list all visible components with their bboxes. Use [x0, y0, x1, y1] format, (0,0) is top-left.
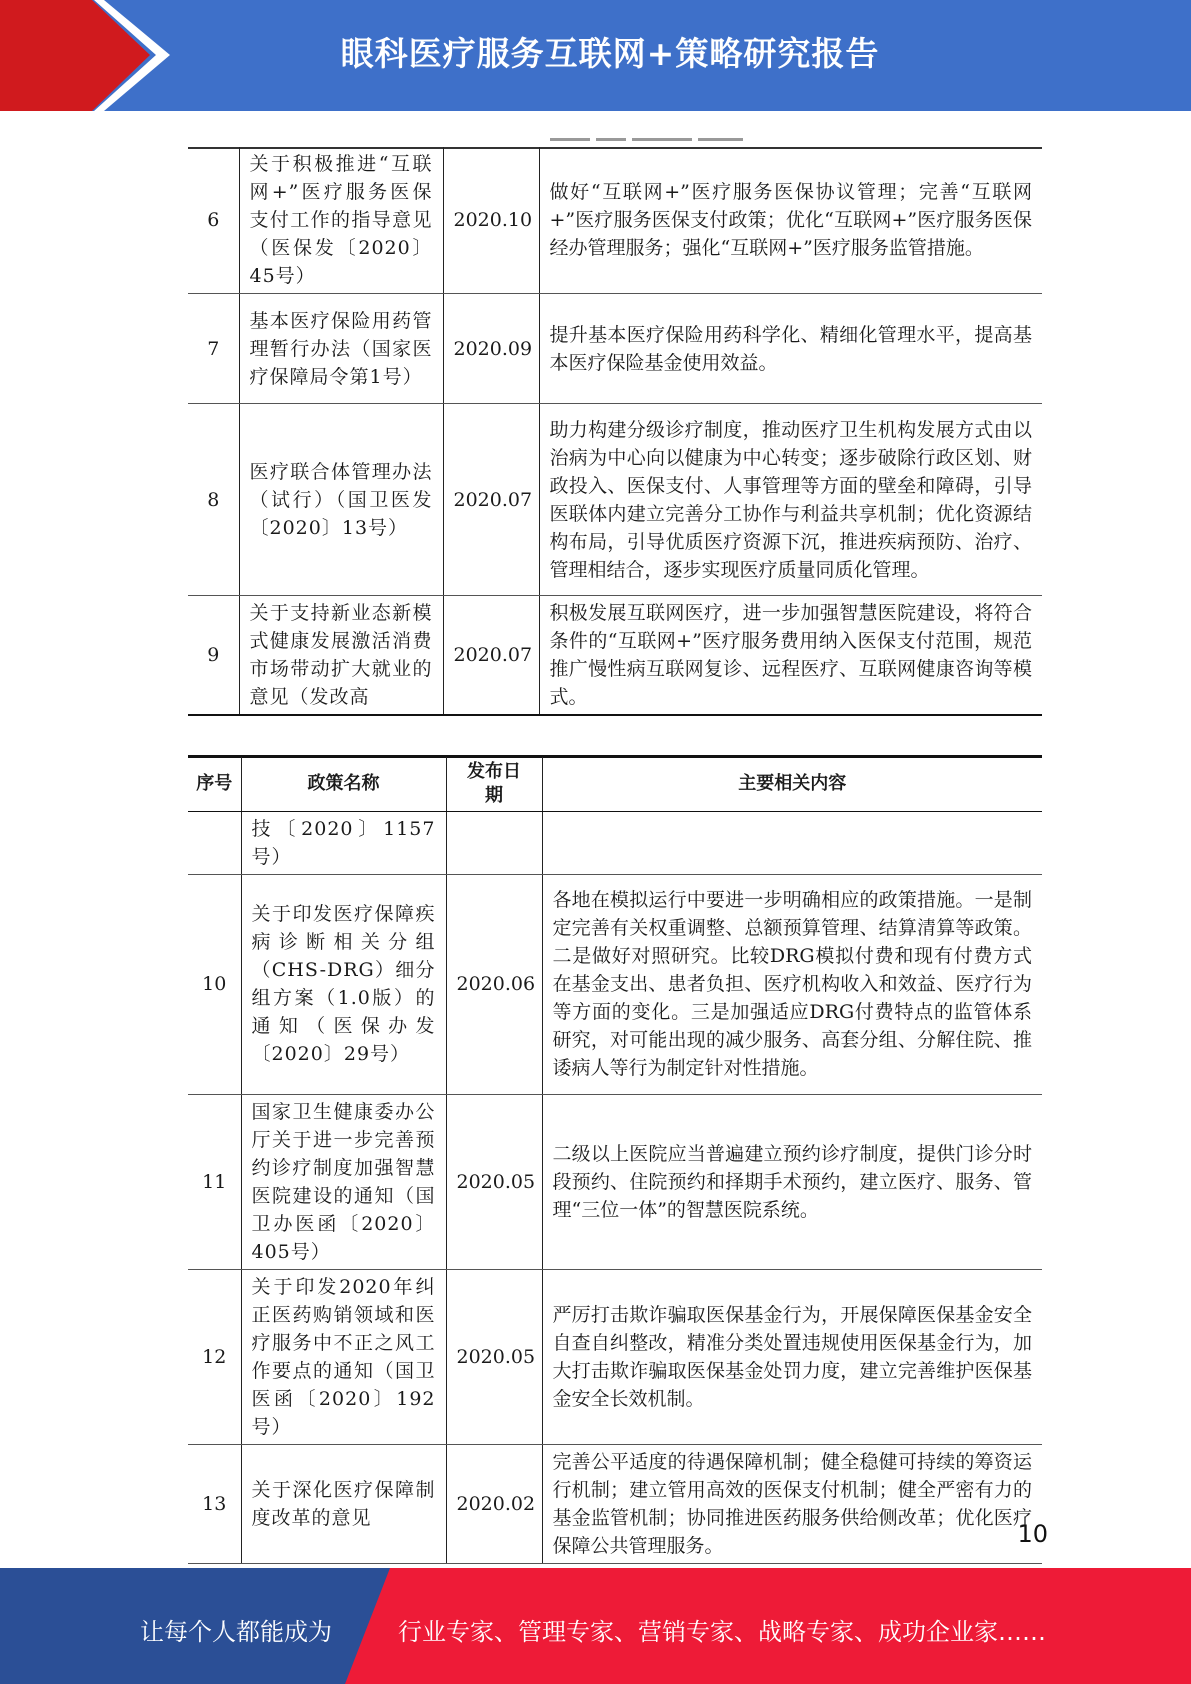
row-index: 13: [188, 1444, 241, 1563]
table-header-row: [188, 757, 1042, 811]
publish-date: 2020.09: [443, 294, 539, 404]
table-row: [188, 1269, 1042, 1444]
policy-content: 做好“互联网+”医疗服务医保协议管理；完善“互联网+”医疗服务医保支付政策；优化“互联网+”医疗服务医保经办管理服务；强化“互联网+”医疗服务监管措施。: [539, 147, 1042, 294]
header-policy-name: 政策名称: [241, 757, 446, 811]
policy-name: 关于积极推进“互联网+”医疗服务医保支付工作的指导意见（医保发〔2020〕45号）: [239, 147, 443, 294]
table-row: [188, 294, 1042, 404]
publish-date-empty: [446, 811, 542, 874]
policy-content: 各地在模拟运行中要进一步明确相应的政策措施。一是制定完善有关权重调整、总额预算管理、结算清算等政策。二是做好对照研究。比较DRG模拟付费和现有付费方式在基金支出、患者负担、医疗机构收入和效益、医疗行为等方面的变化。三是加强适应DRG付费特点的监管体系研究，对可能出现的减少服务、高套分组、分解住院、推诿病人等行为制定针对性措施。: [542, 874, 1042, 1094]
header-main-content: 主要相关内容: [542, 757, 1042, 811]
table-row: [188, 1444, 1042, 1563]
publish-date: 2020.06: [446, 874, 542, 1094]
policy-name: 关于印发2020年纠正医药购销领域和医疗服务中不正之风工作要点的通知（国卫医函〔2020〕192号）: [241, 1269, 446, 1444]
header-publish-date: 发布日期: [446, 757, 542, 811]
page-footer: [0, 1568, 1191, 1684]
policy-table-part1: [188, 147, 1042, 716]
footer-slogan-left: 让每个人都能成为: [140, 1618, 332, 1646]
policy-content-empty: [542, 811, 1042, 874]
table-row: [188, 874, 1042, 1094]
policy-table-part2: [188, 757, 1042, 1564]
row-index: 10: [188, 874, 241, 1094]
policy-content: 积极发展互联网医疗，进一步加强智慧医院建设，将符合条件的“互联网+”医疗服务费用纳入医保支付范围，规范推广慢性病互联网复诊、远程医疗、互联网健康咨询等模式。: [539, 596, 1042, 716]
policy-content: 严厉打击欺诈骗取医保基金行为，开展保障医保基金安全自查自纠整改，精准分类处置违规使用医保基金行为，加大打击欺诈骗取医保基金处罚力度，建立完善维护医保基金安全长效机制。: [542, 1269, 1042, 1444]
row-index: 8: [188, 404, 239, 596]
policy-name: 国家卫生健康委办公厅关于进一步完善预约诊疗制度加强智慧医院建设的通知（国卫办医函〔2020〕405号）: [241, 1094, 446, 1269]
publish-date: 2020.05: [446, 1094, 542, 1269]
policy-content: 完善公平适度的待遇保障机制；健全稳健可持续的筹资运行机制；建立管用高效的医保支付机制；健全严密有力的基金监管机制；协同推进医药服务供给侧改革；优化医疗保障公共管理服务。: [542, 1444, 1042, 1563]
row-index: 11: [188, 1094, 241, 1269]
policy-content: 二级以上医院应当普遍建立预约诊疗制度，提供门诊分时段预约、住院预约和择期手术预约，建立医疗、服务、管理“三位一体”的智慧医院系统。: [542, 1094, 1042, 1269]
publish-date: 2020.07: [443, 596, 539, 716]
header-index: 序号: [188, 757, 241, 811]
policy-name-continuation: 技〔2020〕1157号）: [241, 811, 446, 874]
table-row-continuation: [188, 811, 1042, 874]
row-index-empty: [188, 811, 241, 874]
publish-date: 2020.02: [446, 1444, 542, 1563]
cut-off-text-fragment: [550, 136, 770, 142]
policy-name: 关于支持新业态新模式健康发展激活消费市场带动扩大就业的意见（发改高: [239, 596, 443, 716]
header-red-arrow-decoration: [0, 0, 150, 111]
row-index: 9: [188, 596, 239, 716]
policy-name: 基本医疗保险用药管理暂行办法（国家医疗保障局令第1号）: [239, 294, 443, 404]
report-title: 眼科医疗服务互联网+策略研究报告: [340, 34, 880, 73]
page-number: 10: [1017, 1520, 1048, 1548]
policy-name: 关于印发医疗保障疾病诊断相关分组（CHS-DRG）细分组方案（1.0版）的通知（医保办发〔2020〕29号）: [241, 874, 446, 1094]
page-header: [0, 0, 1191, 111]
row-index: 6: [188, 147, 239, 294]
table-row: [188, 1094, 1042, 1269]
footer-slogan-right: 行业专家、管理专家、营销专家、战略专家、成功企业家……: [398, 1618, 1046, 1646]
policy-content: 提升基本医疗保险用药科学化、精细化管理水平，提高基本医疗保险基金使用效益。: [539, 294, 1042, 404]
policy-name: 医疗联合体管理办法（试行）（国卫医发〔2020〕13号）: [239, 404, 443, 596]
publish-date: 2020.05: [446, 1269, 542, 1444]
table-row: [188, 404, 1042, 596]
policy-name: 关于深化医疗保障制度改革的意见: [241, 1444, 446, 1563]
publish-date: 2020.07: [443, 404, 539, 596]
policy-content: 助力构建分级诊疗制度，推动医疗卫生机构发展方式由以治病为中心向以健康为中心转变；逐步破除行政区划、财政投入、医保支付、人事管理等方面的壁垒和障碍，引导医联体内建立完善分工协作与利益共享机制；优化资源结构布局，引导优质医疗资源下沉，推进疾病预防、治疗、管理相结合，逐步实现医疗质量同质化管理。: [539, 404, 1042, 596]
table-row: [188, 147, 1042, 294]
row-index: 7: [188, 294, 239, 404]
row-index: 12: [188, 1269, 241, 1444]
publish-date: 2020.10: [443, 147, 539, 294]
table-row: [188, 596, 1042, 716]
